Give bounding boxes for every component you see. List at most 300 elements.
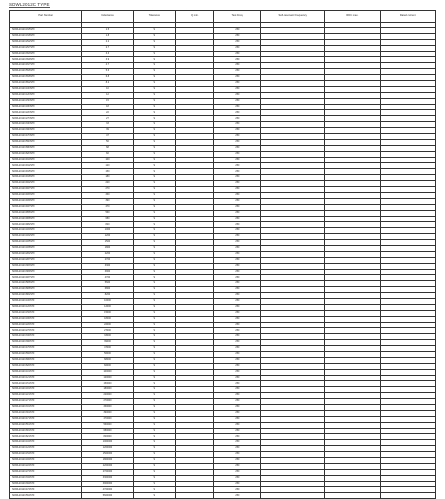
inductance-cell: 1.8 (82, 33, 133, 39)
inductance-cell: 390000 (82, 410, 133, 416)
tolerance-cell: S (133, 204, 176, 210)
inductance-cell: 5600 (82, 281, 133, 287)
test-freq-cell: 250 (214, 281, 261, 287)
test-freq-cell: 250 (214, 334, 261, 340)
tolerance-cell: S (133, 151, 176, 157)
part-number-cell: SDWL2012C560STF (10, 351, 82, 357)
test-freq-cell: 250 (214, 204, 261, 210)
inductance-cell: 8200 (82, 293, 133, 299)
inductance-cell: 22 (82, 110, 133, 116)
inductance-cell: 4700000 (82, 487, 133, 493)
column-header: Q min. (176, 11, 214, 23)
part-number-cell: SDWL2012C39NSTF (10, 128, 82, 134)
tolerance-cell: S (133, 340, 176, 346)
test-freq-cell: 250 (214, 399, 261, 405)
tolerance-cell: S (133, 57, 176, 63)
column-header: Test Freq. (214, 11, 261, 23)
test-freq-cell: 250 (214, 346, 261, 352)
part-number-cell: SDWL2012C180STF (10, 316, 82, 322)
test-freq-cell: 250 (214, 469, 261, 475)
inductance-cell: 2700 (82, 257, 133, 263)
inductance-cell: 10000 (82, 298, 133, 304)
tolerance-cell: S (133, 198, 176, 204)
inductance-cell: 33000 (82, 334, 133, 340)
inductance-cell: 56 (82, 139, 133, 145)
tolerance-cell: S (133, 469, 176, 475)
table-row (10, 493, 436, 499)
part-number-cell: SDWL2012C1R8STF (10, 245, 82, 251)
tolerance-cell: S (133, 222, 176, 228)
part-number-cell: SDWL2012C82NSTF (10, 151, 82, 157)
inductance-cell: 100000 (82, 369, 133, 375)
tolerance-cell: S (133, 293, 176, 299)
inductance-cell: 330000 (82, 405, 133, 411)
inductance-cell: 10 (82, 86, 133, 92)
test-freq-cell: 250 (214, 275, 261, 281)
inductance-cell: 470 (82, 204, 133, 210)
inductance-cell: 560 (82, 210, 133, 216)
test-freq-cell: 250 (214, 251, 261, 257)
tolerance-cell: S (133, 269, 176, 275)
inductance-cell: 12 (82, 92, 133, 98)
test-freq-cell: 250 (214, 187, 261, 193)
inductance-cell: 150 (82, 169, 133, 175)
part-number-cell: SDWL2012C33NSTF (10, 122, 82, 128)
part-number-cell: SDWL2012CR39STF (10, 198, 82, 204)
test-freq-cell: 250 (214, 452, 261, 458)
tolerance-cell: S (133, 363, 176, 369)
part-number-cell: SDWL2012CR33STF (10, 192, 82, 198)
inductance-cell: 680 (82, 216, 133, 222)
inductance-cell: 18 (82, 104, 133, 110)
part-number-cell: SDWL2012CR27STF (10, 187, 82, 193)
test-freq-cell: 250 (214, 304, 261, 310)
inductance-cell: 390 (82, 198, 133, 204)
test-freq-cell: 250 (214, 33, 261, 39)
tolerance-cell: S (133, 181, 176, 187)
tolerance-cell: S (133, 446, 176, 452)
part-number-cell: SDWL2012C820STF (10, 363, 82, 369)
test-freq-cell: 250 (214, 357, 261, 363)
test-freq-cell: 250 (214, 458, 261, 464)
tolerance-cell: S (133, 163, 176, 169)
part-number-cell: SDWL2012CR22STF (10, 181, 82, 187)
tolerance-cell: S (133, 45, 176, 51)
inductance-cell: 3300 (82, 263, 133, 269)
test-freq-cell: 250 (214, 163, 261, 169)
inductance-cell: 6.8 (82, 75, 133, 81)
inductance-cell: 270 (82, 187, 133, 193)
test-freq-cell: 250 (214, 216, 261, 222)
tolerance-cell: S (133, 104, 176, 110)
spec-table (9, 10, 436, 499)
test-freq-cell: 250 (214, 316, 261, 322)
tolerance-cell: S (133, 92, 176, 98)
part-number-cell: SDWL2012C5N6STF (10, 69, 82, 75)
test-freq-cell: 250 (214, 387, 261, 393)
part-number-cell: SDWL2012C27NSTF (10, 116, 82, 122)
inductance-cell: 180000 (82, 387, 133, 393)
test-freq-cell: 250 (214, 405, 261, 411)
test-freq-cell: 250 (214, 86, 261, 92)
part-number-cell: SDWL2012C12NSTF (10, 92, 82, 98)
test-freq-cell: 250 (214, 116, 261, 122)
tolerance-cell: S (133, 128, 176, 134)
part-number-cell: SDWL2012CR18STF (10, 175, 82, 181)
part-number-cell: SDWL2012C3R3STF (10, 263, 82, 269)
part-number-cell: SDWL2012C680STF (10, 357, 82, 363)
tolerance-cell: S (133, 275, 176, 281)
inductance-cell: 15 (82, 98, 133, 104)
test-freq-cell: 250 (214, 169, 261, 175)
inductance-cell: 560000 (82, 422, 133, 428)
test-freq-cell: 250 (214, 39, 261, 45)
tolerance-cell: S (133, 28, 176, 34)
tolerance-cell: S (133, 475, 176, 481)
part-number-cell: SDWL2012C270STF (10, 328, 82, 334)
test-freq-cell: 250 (214, 310, 261, 316)
test-freq-cell: 250 (214, 151, 261, 157)
inductance-cell: 1000 (82, 228, 133, 234)
tolerance-cell: S (133, 86, 176, 92)
part-number-cell: SDWL2012CR68STF (10, 216, 82, 222)
tolerance-cell: S (133, 192, 176, 198)
test-freq-cell: 250 (214, 381, 261, 387)
part-number-cell: SDWL2012C150STF (10, 310, 82, 316)
inductance-cell: 680000 (82, 428, 133, 434)
part-number-cell: SDWL2012C3N9STF (10, 57, 82, 63)
part-number-cell: SDWL2012C222STF (10, 463, 82, 469)
part-number-cell: SDWL2012C121STF (10, 375, 82, 381)
tolerance-cell: S (133, 410, 176, 416)
tolerance-cell: S (133, 440, 176, 446)
column-header: Inductance (82, 11, 133, 23)
tolerance-cell: S (133, 228, 176, 234)
inductance-cell: 330 (82, 192, 133, 198)
part-number-cell: SDWL2012C470STF (10, 346, 82, 352)
tolerance-cell: S (133, 245, 176, 251)
test-freq-cell: 250 (214, 416, 261, 422)
test-freq-cell: 250 (214, 322, 261, 328)
inductance-cell: 39000 (82, 340, 133, 346)
part-number-cell: SDWL2012C152STF (10, 452, 82, 458)
inductance-cell: 470000 (82, 416, 133, 422)
test-freq-cell: 250 (214, 110, 261, 116)
test-freq-cell: 250 (214, 487, 261, 493)
inductance-cell: 56000 (82, 351, 133, 357)
inductance-cell: 27 (82, 116, 133, 122)
tolerance-cell: S (133, 416, 176, 422)
part-number-cell: SDWL2012C102STF (10, 440, 82, 446)
inductance-cell: 5.6 (82, 69, 133, 75)
part-number-cell: SDWL2012C332STF (10, 475, 82, 481)
part-number-cell: SDWL2012CR15STF (10, 169, 82, 175)
column-header: Self-resonant Frequency (261, 11, 325, 23)
part-number-cell: SDWL2012C1N5STF (10, 28, 82, 34)
column-header: Tolerance (133, 11, 176, 23)
tolerance-cell: S (133, 257, 176, 263)
test-freq-cell: 250 (214, 198, 261, 204)
inductance-cell: 270000 (82, 399, 133, 405)
part-number-cell: SDWL2012C182STF (10, 458, 82, 464)
tolerance-cell: S (133, 351, 176, 357)
part-number-cell: SDWL2012C2N7STF (10, 45, 82, 51)
test-freq-cell: 250 (214, 363, 261, 369)
inductance-cell: 27000 (82, 328, 133, 334)
tolerance-cell: S (133, 134, 176, 140)
part-number-cell: SDWL2012C1N8STF (10, 33, 82, 39)
test-freq-cell: 250 (214, 92, 261, 98)
part-number-cell: SDWL2012C821STF (10, 434, 82, 440)
q-min-cell (176, 493, 214, 499)
document-title: SDWL2012C TYPE (9, 2, 50, 7)
inductance-cell: 820 (82, 222, 133, 228)
tolerance-cell: S (133, 139, 176, 145)
inductance-cell: 3.3 (82, 51, 133, 57)
header-row (10, 11, 436, 23)
tolerance-cell: S (133, 157, 176, 163)
test-freq-cell: 250 (214, 245, 261, 251)
test-freq-cell: 250 (214, 134, 261, 140)
test-freq-cell: 250 (214, 375, 261, 381)
tolerance-cell: S (133, 210, 176, 216)
test-freq-cell: 250 (214, 440, 261, 446)
part-number-cell: SDWL2012C681STF (10, 428, 82, 434)
part-number-cell: SDWL2012C101STF (10, 369, 82, 375)
tolerance-cell: S (133, 452, 176, 458)
test-freq-cell: 250 (214, 69, 261, 75)
test-freq-cell: 250 (214, 234, 261, 240)
inductance-cell: 3.9 (82, 57, 133, 63)
test-freq-cell: 250 (214, 175, 261, 181)
tolerance-cell: S (133, 493, 176, 499)
inductance-cell: 15000 (82, 310, 133, 316)
part-number-cell: SDWL2012C272STF (10, 469, 82, 475)
part-number-cell: SDWL2012C151STF (10, 381, 82, 387)
test-freq-cell: 250 (214, 75, 261, 81)
test-freq-cell: 250 (214, 104, 261, 110)
test-freq-cell: 250 (214, 81, 261, 87)
column-header: Part Number (10, 11, 82, 23)
part-number-cell: SDWL2012C2R2STF (10, 251, 82, 257)
inductance-cell: 3900000 (82, 481, 133, 487)
inductance-cell: 47 (82, 134, 133, 140)
test-freq-cell: 250 (214, 393, 261, 399)
inductance-cell: 120000 (82, 375, 133, 381)
part-number-cell: SDWL2012CR10STF (10, 157, 82, 163)
inductance-cell: 3900 (82, 269, 133, 275)
test-freq-cell: 250 (214, 263, 261, 269)
part-number-cell: SDWL2012C220STF (10, 322, 82, 328)
test-freq-cell: 250 (214, 428, 261, 434)
part-number-cell: SDWL2012C4N7STF (10, 63, 82, 69)
test-freq-cell: 250 (214, 340, 261, 346)
part-number-cell: SDWL2012C271STF (10, 399, 82, 405)
inductance-cell: 1500000 (82, 452, 133, 458)
inductance-cell: 1200000 (82, 446, 133, 452)
inductance-cell: 8.2 (82, 81, 133, 87)
tolerance-cell: S (133, 422, 176, 428)
inductance-cell: 1800 (82, 245, 133, 251)
part-number-cell: SDWL2012CR47STF (10, 204, 82, 210)
part-number-cell: SDWL2012C330STF (10, 334, 82, 340)
inductance-cell: 120 (82, 163, 133, 169)
part-number-cell: SDWL2012C221STF (10, 393, 82, 399)
tolerance-cell: S (133, 369, 176, 375)
part-number-cell: SDWL2012C15NSTF (10, 98, 82, 104)
tolerance-cell: S (133, 216, 176, 222)
test-freq-cell: 250 (214, 328, 261, 334)
part-number-cell: SDWL2012C472STF (10, 487, 82, 493)
part-number-cell: SDWL2012C18NSTF (10, 104, 82, 110)
inductance-cell: 150000 (82, 381, 133, 387)
tolerance-cell: S (133, 346, 176, 352)
part-number-cell: SDWL2012C120STF (10, 304, 82, 310)
test-freq-cell: 250 (214, 45, 261, 51)
spec-table-body (10, 28, 436, 499)
part-number-cell: SDWL2012C561STF (10, 422, 82, 428)
tolerance-cell: S (133, 81, 176, 87)
inductance-cell: 220000 (82, 393, 133, 399)
inductance-cell: 82 (82, 151, 133, 157)
tolerance-cell: S (133, 287, 176, 293)
tolerance-cell: S (133, 116, 176, 122)
part-number-cell: SDWL2012C392STF (10, 481, 82, 487)
srf-cell (261, 493, 325, 499)
inductance-cell: 39 (82, 128, 133, 134)
inductance-cell: 22000 (82, 322, 133, 328)
part-number-cell: SDWL2012C181STF (10, 387, 82, 393)
inductance-cell: 1.5 (82, 28, 133, 34)
part-number-cell: SDWL2012CR82STF (10, 222, 82, 228)
part-number-cell: SDWL2012C56NSTF (10, 139, 82, 145)
inductance-cell: 68000 (82, 357, 133, 363)
inductance-cell: 1500 (82, 240, 133, 246)
column-header: RDC max. (325, 11, 380, 23)
test-freq-cell: 250 (214, 287, 261, 293)
part-number-cell: SDWL2012C100STF (10, 298, 82, 304)
part-number-cell: SDWL2012CR56STF (10, 210, 82, 216)
test-freq-cell: 250 (214, 228, 261, 234)
part-number-cell: SDWL2012C471STF (10, 416, 82, 422)
part-number-cell: SDWL2012C390STF (10, 340, 82, 346)
test-freq-cell: 250 (214, 369, 261, 375)
part-number-cell: SDWL2012C1R2STF (10, 234, 82, 240)
tolerance-cell: S (133, 434, 176, 440)
part-number-cell: SDWL2012C562STF (10, 493, 82, 499)
part-number-cell: SDWL2012C3R9STF (10, 269, 82, 275)
test-freq-cell: 250 (214, 446, 261, 452)
inductance-cell: 47000 (82, 346, 133, 352)
test-freq-cell: 250 (214, 240, 261, 246)
inductance-cell: 4700 (82, 275, 133, 281)
rdc-cell (325, 493, 380, 499)
tolerance-cell: S (133, 387, 176, 393)
part-number-cell: SDWL2012C4R7STF (10, 275, 82, 281)
inductance-cell: 2.2 (82, 39, 133, 45)
inductance-cell: 33 (82, 122, 133, 128)
tolerance-cell: S (133, 251, 176, 257)
part-number-cell: SDWL2012C8N2STF (10, 81, 82, 87)
tolerance-cell: S (133, 381, 176, 387)
inductance-cell: 82000 (82, 363, 133, 369)
test-freq-cell: 250 (214, 351, 261, 357)
inductance-cell: 820000 (82, 434, 133, 440)
tolerance-cell: S (133, 51, 176, 57)
inductance-cell: 12000 (82, 304, 133, 310)
part-number-cell: SDWL2012C5R6STF (10, 281, 82, 287)
part-number-cell: SDWL2012C47NSTF (10, 134, 82, 140)
inductance-cell: 2200 (82, 251, 133, 257)
part-number-cell: SDWL2012C68NSTF (10, 145, 82, 151)
part-number-cell: SDWL2012C22NSTF (10, 110, 82, 116)
part-number-cell: SDWL2012C2R7STF (10, 257, 82, 263)
tolerance-cell: S (133, 316, 176, 322)
test-freq-cell: 250 (214, 410, 261, 416)
tolerance-cell: S (133, 458, 176, 464)
test-freq-cell: 250 (214, 57, 261, 63)
inductance-cell: 2.7 (82, 45, 133, 51)
part-number-cell: SDWL2012C8R2STF (10, 293, 82, 299)
inductance-cell: 1000000 (82, 440, 133, 446)
inductance-cell: 3300000 (82, 475, 133, 481)
test-freq-cell: 250 (214, 128, 261, 134)
tolerance-cell: S (133, 69, 176, 75)
part-number-cell: SDWL2012C122STF (10, 446, 82, 452)
inductance-cell: 2700000 (82, 469, 133, 475)
tolerance-cell: S (133, 75, 176, 81)
tolerance-cell: S (133, 393, 176, 399)
inductance-cell: 18000 (82, 316, 133, 322)
part-number-cell: SDWL2012C6R8STF (10, 287, 82, 293)
tolerance-cell: S (133, 481, 176, 487)
test-freq-cell: 250 (214, 475, 261, 481)
test-freq-cell: 250 (214, 192, 261, 198)
column-header: Rated current (380, 11, 435, 23)
test-freq-cell: 250 (214, 463, 261, 469)
tolerance-cell: S (133, 33, 176, 39)
tolerance-cell: S (133, 234, 176, 240)
test-freq-cell: 250 (214, 98, 261, 104)
tolerance-cell: S (133, 175, 176, 181)
inductance-cell: 1800000 (82, 458, 133, 464)
tolerance-cell: S (133, 357, 176, 363)
tolerance-cell: S (133, 39, 176, 45)
part-number-cell: SDWL2012C6N8STF (10, 75, 82, 81)
test-freq-cell: 250 (214, 493, 261, 499)
test-freq-cell: 250 (214, 122, 261, 128)
tolerance-cell: S (133, 187, 176, 193)
rated-current-cell (380, 493, 435, 499)
tolerance-cell: S (133, 328, 176, 334)
tolerance-cell: S (133, 110, 176, 116)
inductance-cell: 100 (82, 157, 133, 163)
tolerance-cell: S (133, 263, 176, 269)
tolerance-cell: S (133, 169, 176, 175)
inductance-cell: 5600000 (82, 493, 133, 499)
tolerance-cell: S (133, 463, 176, 469)
tolerance-cell: S (133, 310, 176, 316)
inductance-cell: 4.7 (82, 63, 133, 69)
part-number-cell: SDWL2012C391STF (10, 410, 82, 416)
test-freq-cell: 250 (214, 298, 261, 304)
part-number-cell: SDWL2012C1R0STF (10, 228, 82, 234)
test-freq-cell: 250 (214, 257, 261, 263)
test-freq-cell: 250 (214, 293, 261, 299)
inductance-cell: 180 (82, 175, 133, 181)
inductance-cell: 1200 (82, 234, 133, 240)
tolerance-cell: S (133, 405, 176, 411)
